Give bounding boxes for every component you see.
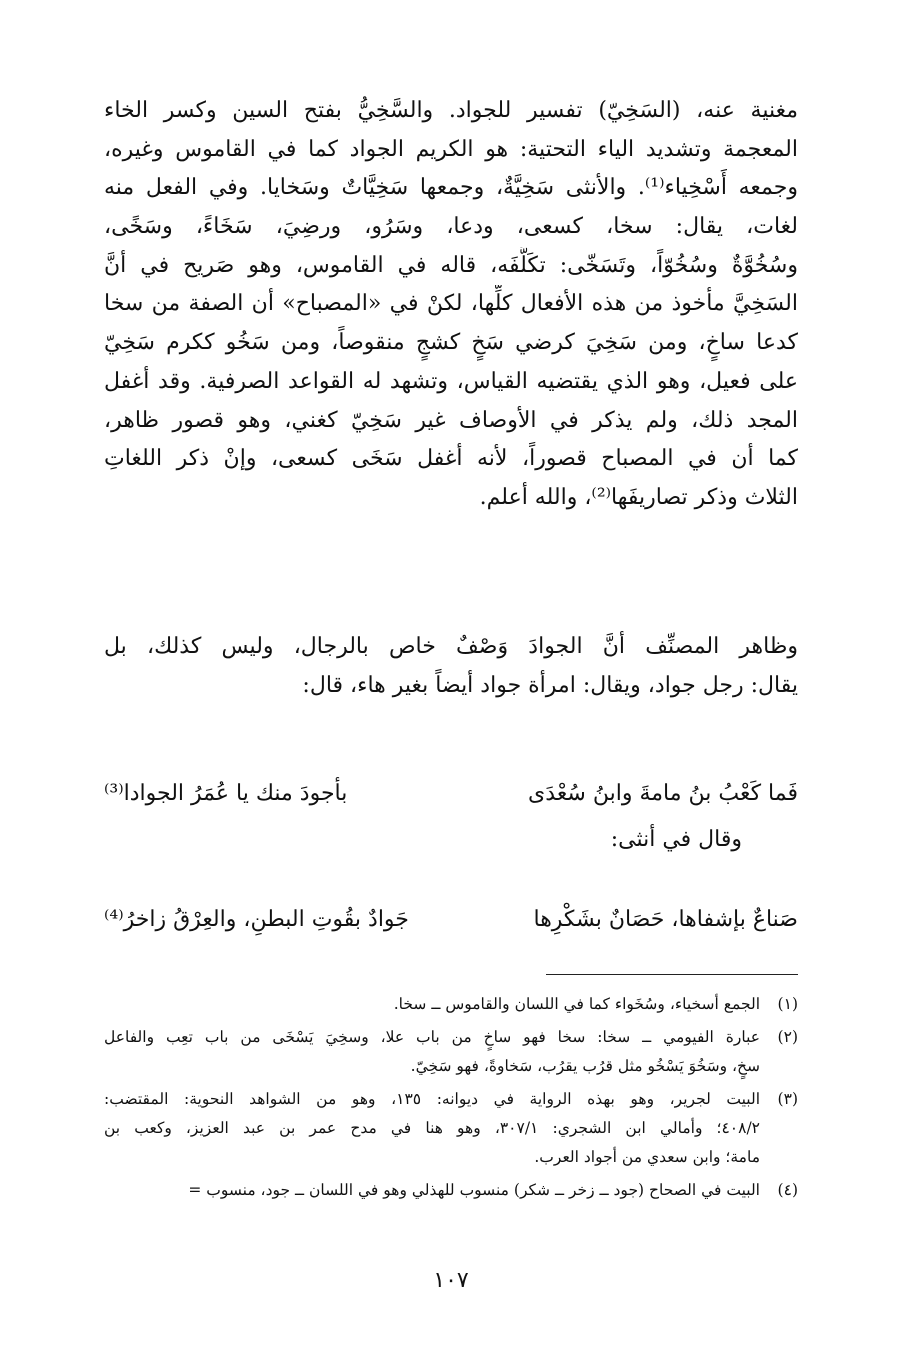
text-line: مغنية عنه، (السَخِيّ) تفسير للجواد. والسَّخِيُّ بفتح السين وكسر الخاء [104,98,798,123]
poetry-verse-2 [104,898,798,940]
footnote-divider [546,974,798,975]
verse-second-hemistich: جَوادٌ بقُوتِ البطنِ، والعِرْقُ زاخرُ⁽⁴⁾ [104,906,409,932]
footnote-number: (١) [777,995,798,1013]
footnote [104,1176,798,1205]
footnote-line: مامة؛ وابن سعدي من أجواد العرب. [534,1148,760,1166]
paragraph-2 [104,628,798,705]
text-line: الثلاث وذكر تصاريفَها⁽²⁾، والله أعلم. [479,484,798,510]
paragraph-1 [104,92,798,518]
text-line: السَخِيَّ مأخوذ من هذه الأفعال كلِّها، لكنْ في «المصباح» أن الصفة من سخا [104,291,798,317]
page-number: ١٠٧ [433,1268,469,1293]
footnote [104,1023,798,1081]
footnote-number: (٣) [777,1090,798,1108]
footnote [104,1085,798,1172]
verse-second-hemistich: بأجودَ منك يا عُمَرُ الجوادا⁽³⁾ [104,780,348,806]
footnote-line: البيت لجرير، وهو بهذه الرواية في ديوانه: ١٣٥، وهو من الشواهد النحوية: المقتضب: [104,1090,760,1108]
text-line: كما أن في المصباح قصوراً، لأنه أغفل سَخَى كسعى، وإنْ ذكر اللغاتِ [104,446,798,472]
footnote-number: (٢) [777,1028,798,1046]
footnote-line: الجمع أسخياء، وسُخَواء كما في اللسان والقاموس ــ سخا. [393,995,760,1013]
footnote-line: سخٍ، وسَخُوَ يَسْخُو مثل قرُب يقرُب، سَخاوةً، فهو سَخِيّ. [410,1057,760,1075]
footnotes [104,990,798,1209]
footnote-line: البيت في الصحاح (جود ــ زخر ــ شكر) منسوب للهذلي وهو في اللسان ــ جود، منسوب = [188,1181,760,1199]
text-line: على فعيل، وهو الذي يقتضيه القياس، وتشهد له القواعد الصرفية. وقد أغفل [104,368,798,394]
poetry-verse-1 [104,772,798,814]
footnote-number: (٤) [777,1181,798,1199]
verse-introduction: وقال في أنثى: [610,827,742,852]
text-line: وظاهر المصنِّف أنَّ الجوادَ وَصْفٌ خاص بالرجال، وليس كذلك، بل [104,634,798,659]
text-line: المجد ذلك، ولم يذكر في الأوصاف غير سَخِيّ كغني، وهو قصور ظاهر، [104,407,798,433]
verse-first-hemistich: فَما كَعْبُ بنُ مامةَ وابنُ سُعْدَى [528,780,798,806]
footnote-line: عبارة الفيومي ــ سخا: سخا فهو ساخٍ من باب علا، وسخِيَ يَسْخَى من باب تعِب والفاعل [104,1028,760,1046]
text-line: كدعا ساخٍ، ومن سَخِيَ كرضي سَخٍ كشجٍ منقوصاً، ومن سَخُو ككرم سَخِيّ [104,330,798,356]
text-line: وسُخُوَّةٌ وسُخُوّاً، وتَسَخّى: تكَلَّفَه، قاله في القاموس، وهو صَريح في أنَّ [104,252,798,278]
text-line: يقال: رجل جواد، ويقال: امرأة جواد أيضاً بغير هاء، قال: [302,672,798,698]
verse-first-hemistich: صَناعٌ بإشفاها، حَصَانٌ بشَكْرِها [533,906,798,932]
footnote-line: ٤٠٨/٢؛ وأمالي ابن الشجري: ٣٠٧/١، وهو هنا في مدح عمر بن عبد العزيز، وكعب بن [104,1119,760,1137]
text-line: المعجمة وتشديد الياء التحتية: هو الكريم الجواد كما في القاموس وغيره، [104,136,798,162]
text-line: وجمعه أَسْخِياء⁽¹⁾. والأنثى سَخِيَّةٌ، وجمعها سَخِيَّاتٌ وسَخايا. وفي الفعل منه [104,175,798,201]
footnote [104,990,798,1019]
text-line: لغات، يقال: سخا، كسعى، ودعا، وسَرُو، ورضِيَ، سَخَاءً، وسَخًى، [104,214,798,240]
